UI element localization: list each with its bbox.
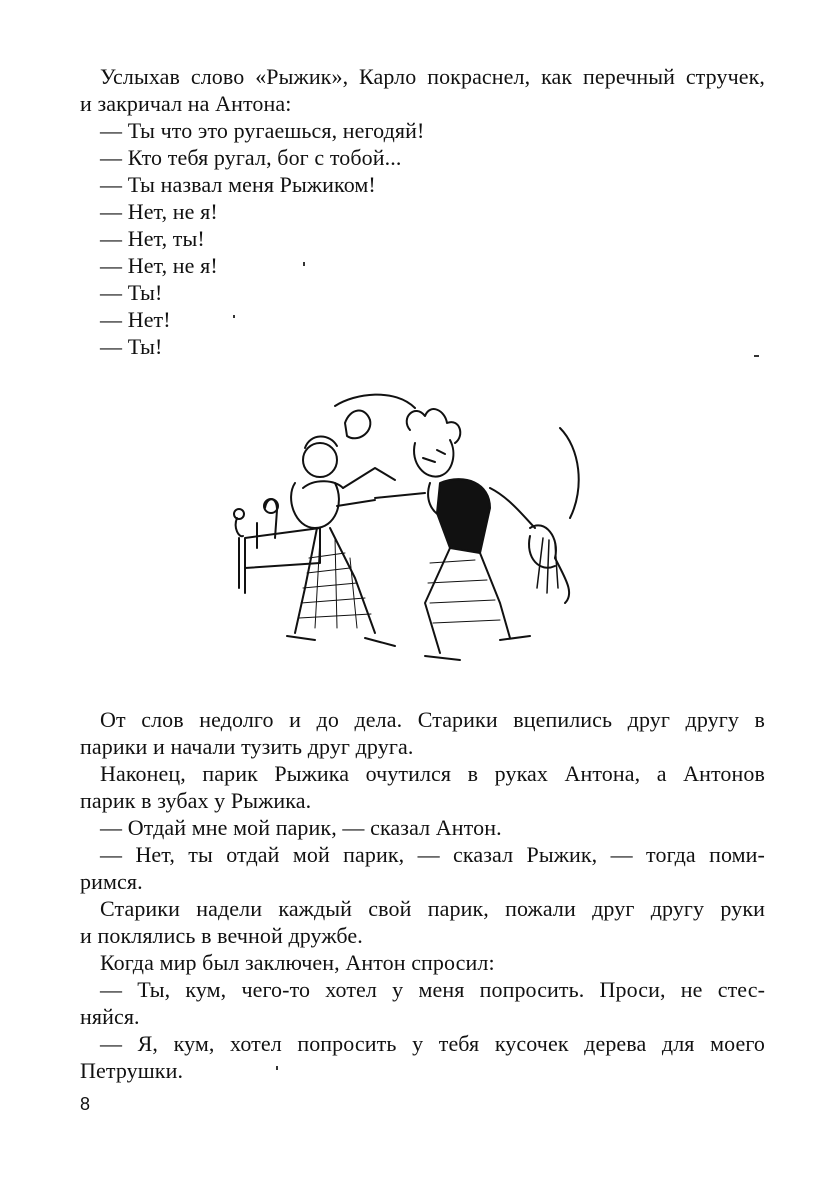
text-line: — Ты назвал меня Рыжиком! (100, 172, 376, 197)
text-line: — Нет, не я! (100, 199, 218, 224)
text-line: Услыхав слово «Рыжик», Карло покраснел, как перечный стручек, (100, 64, 765, 89)
prose-block (80, 706, 765, 1084)
text-line: — Ты! (100, 280, 163, 305)
text-line: — Отдай мне мой парик, — сказал Антон. (100, 815, 502, 840)
text-line: — Нет, ты! (100, 226, 205, 251)
text-line: — Ты, кум, чего-то хотел у меня попросить. Проси, не стес- (100, 977, 765, 1002)
text-line: Когда мир был заключен, Антон спросил: (100, 950, 495, 975)
text-line: — Кто тебя ругал, бог с тобой... (100, 145, 402, 170)
text-line: — Нет, не я! (100, 253, 218, 278)
text-line: и закричал на Антона: (80, 91, 292, 116)
fight-illustration (225, 388, 600, 668)
scan-speck (276, 1066, 278, 1070)
text-line: парик в зубах у Рыжика. (80, 788, 312, 813)
scan-speck (754, 355, 759, 357)
text-line: — Нет, ты отдай мой парик, — сказал Рыжик, — тогда поми- (100, 842, 765, 867)
text-line: Наконец, парик Рыжика очутился в руках Антона, а Антонов (100, 761, 765, 786)
text-line: — Я, кум, хотел попросить у тебя кусочек дерева для моего (100, 1031, 765, 1056)
text-line: Старики надели каждый свой парик, пожали друг другу руки (100, 896, 765, 921)
text-line: От слов недолго и до дела. Старики вцепились друг другу в (100, 707, 765, 732)
text-line: — Ты что это ругаешься, негодяй! (100, 118, 425, 143)
page-number: 8 (80, 1094, 91, 1114)
dialogue-block (80, 63, 765, 360)
text-line: парики и начали тузить друг друга. (80, 734, 414, 759)
text-line: — Ты! (100, 334, 163, 359)
text-line: — Нет! (100, 307, 171, 332)
text-line: и поклялись в вечной дружбе. (80, 923, 363, 948)
text-line: няйся. (80, 1004, 140, 1029)
text-line: Петрушки. (80, 1058, 184, 1083)
scan-speck (233, 315, 235, 318)
text-line: римся. (80, 869, 143, 894)
scan-speck (303, 262, 305, 266)
